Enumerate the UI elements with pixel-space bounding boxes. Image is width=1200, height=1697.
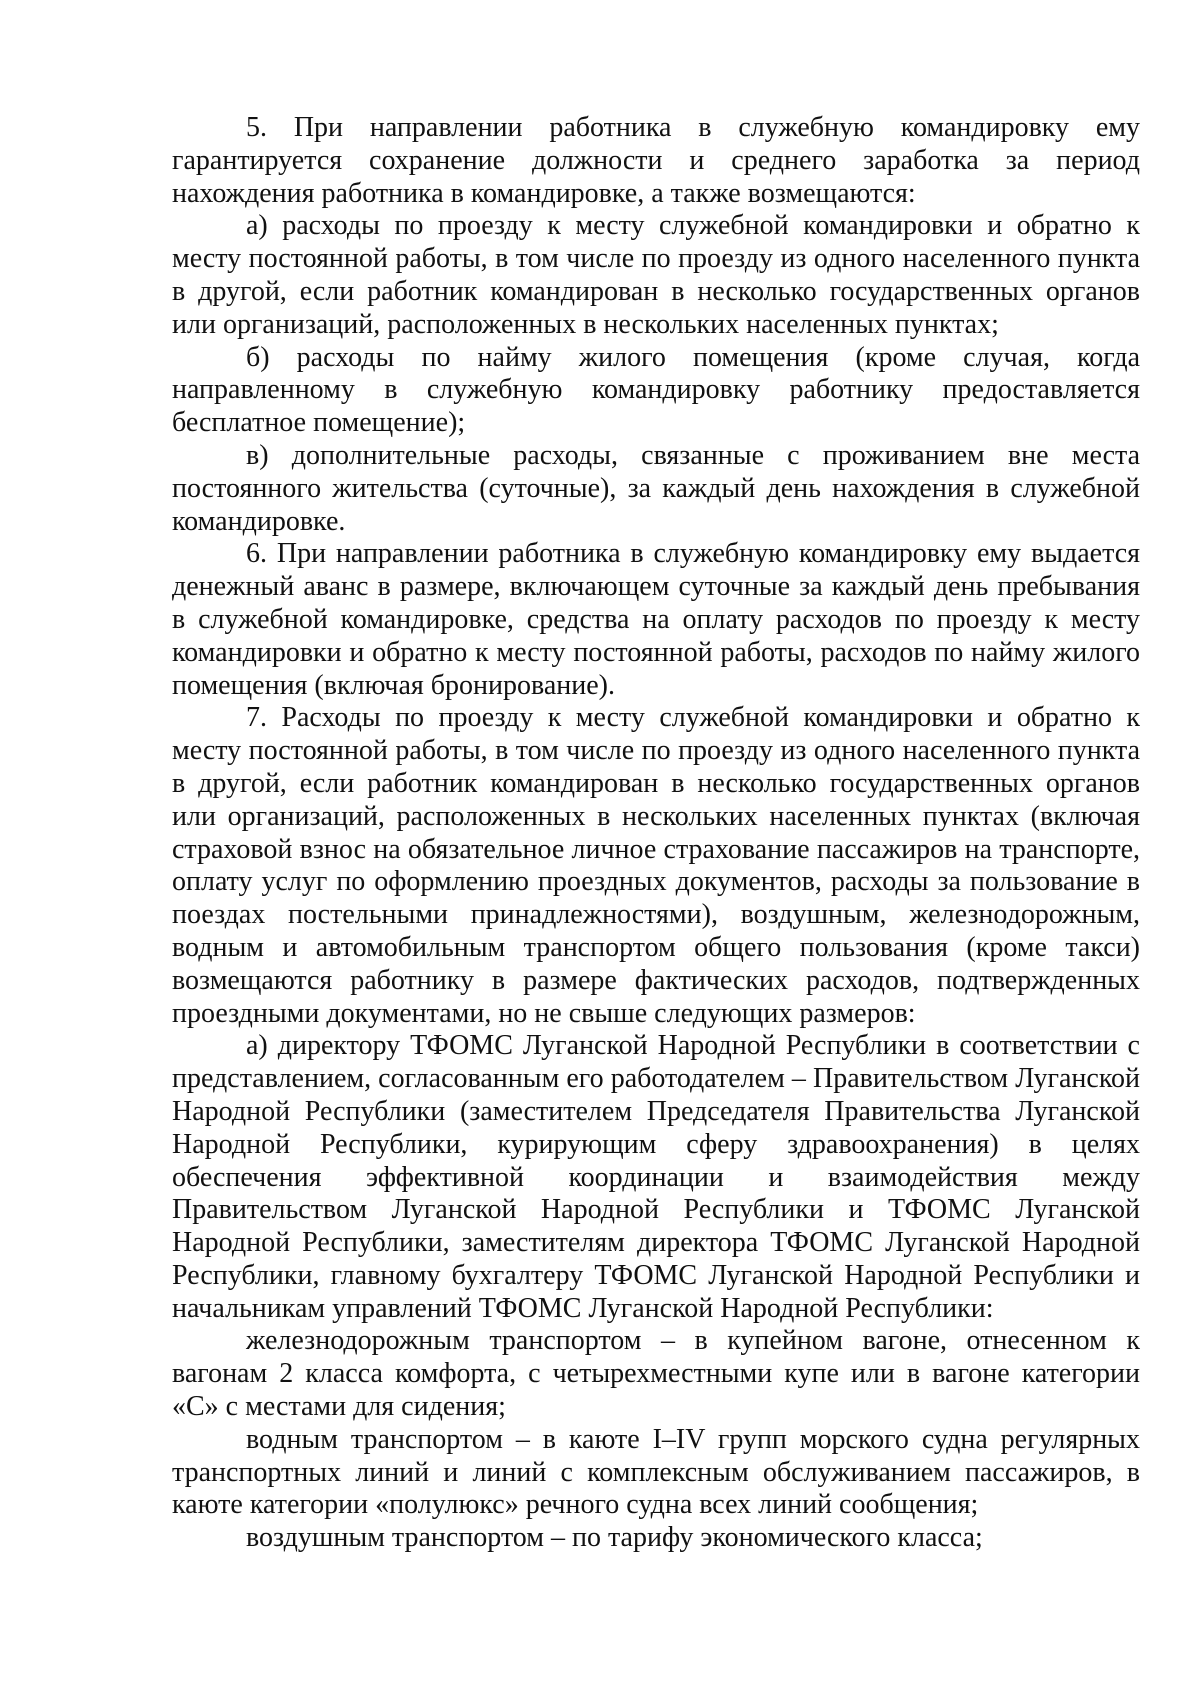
paragraph-air: воздушным транспортом – по тарифу экономического класса; <box>246 1522 983 1554</box>
paragraph-7a: а) директору ТФОМС Луганской Народной Республики в соответствии с представлением, согласованным его работодателем – Правительством Луганской Народной Республики (заместителем Председателя Правительства Луганской Народной Республики, курирующим сферу здравоохранения) в целях обеспечения эффективной координации и взаимодействия между Правительством Луганской Народной Республики и ТФОМС Луганской Народной Республики, заместителям директора ТФОМС Луганской Народной Республики, главному бухгалтеру ТФОМС Луганской Народной Республики и начальникам управлений ТФОМС Луганской Народной Республики: <box>172 1030 1140 1324</box>
paragraph-rail: железнодорожным транспортом – в купейном вагоне, отнесенном к вагонам 2 класса комфорта, с четырехместными купе или в вагоне категории «С» с местами для сидения; <box>172 1325 1140 1423</box>
paragraph-7: 7. Расходы по проезду к месту служебной командировки и обратно к месту постоянной работы, в том числе по проезду из одного населенного пункта в другой, если работник командирован в несколько государственных органов или организаций, расположенных в нескольких населенных пунктах (включая страховой взнос на обязательное личное страхование пассажиров на транспорте, оплату услуг по оформлению проездных документов, расходы за пользование в поездах постельными принадлежностями), воздушным, железнодорожным, водным и автомобильным транспортом общего пользования (кроме такси) возмещаются работнику в размере фактических расходов, подтвержденных проездными документами, но не свыше следующих размеров: <box>172 702 1140 1029</box>
paragraph-6: 6. При направлении работника в служебную командировку ему выдается денежный аванс в размере, включающем суточные за каждый день пребывания в служебной командировке, средства на оплату расходов по проезду к месту командировки и обратно к месту постоянной работы, расходов по найму жилого помещения (включая бронирование). <box>172 538 1140 701</box>
document-body <box>172 112 1140 1555</box>
paragraph-5b: б) расходы по найму жилого помещения (кроме случая, когда направленному в служебную командировку работнику предоставляется бесплатное помещение); <box>172 341 1140 439</box>
paragraph-water: водным транспортом – в каюте I–IV групп морского судна регулярных транспортных линий и линий с комплексным обслуживанием пассажиров, в каюте категории «полулюкс» речного судна всех линий сообщения; <box>172 1423 1140 1521</box>
paragraph-5a: а) расходы по проезду к месту служебной командировки и обратно к месту постоянной работы, в том числе по проезду из одного населенного пункта в другой, если работник командирован в несколько государственных органов или организаций, расположенных в нескольких населенных пунктах; <box>172 210 1140 340</box>
paragraph-5: 5. При направлении работника в служебную командировку ему гарантируется сохранение должности и среднего заработка за период нахождения работника в командировке, а также возмещаются: <box>172 112 1140 209</box>
paragraph-5v: в) дополнительные расходы, связанные с проживанием вне места постоянного жительства (суточные), за каждый день нахождения в служебной командировке. <box>172 439 1140 537</box>
